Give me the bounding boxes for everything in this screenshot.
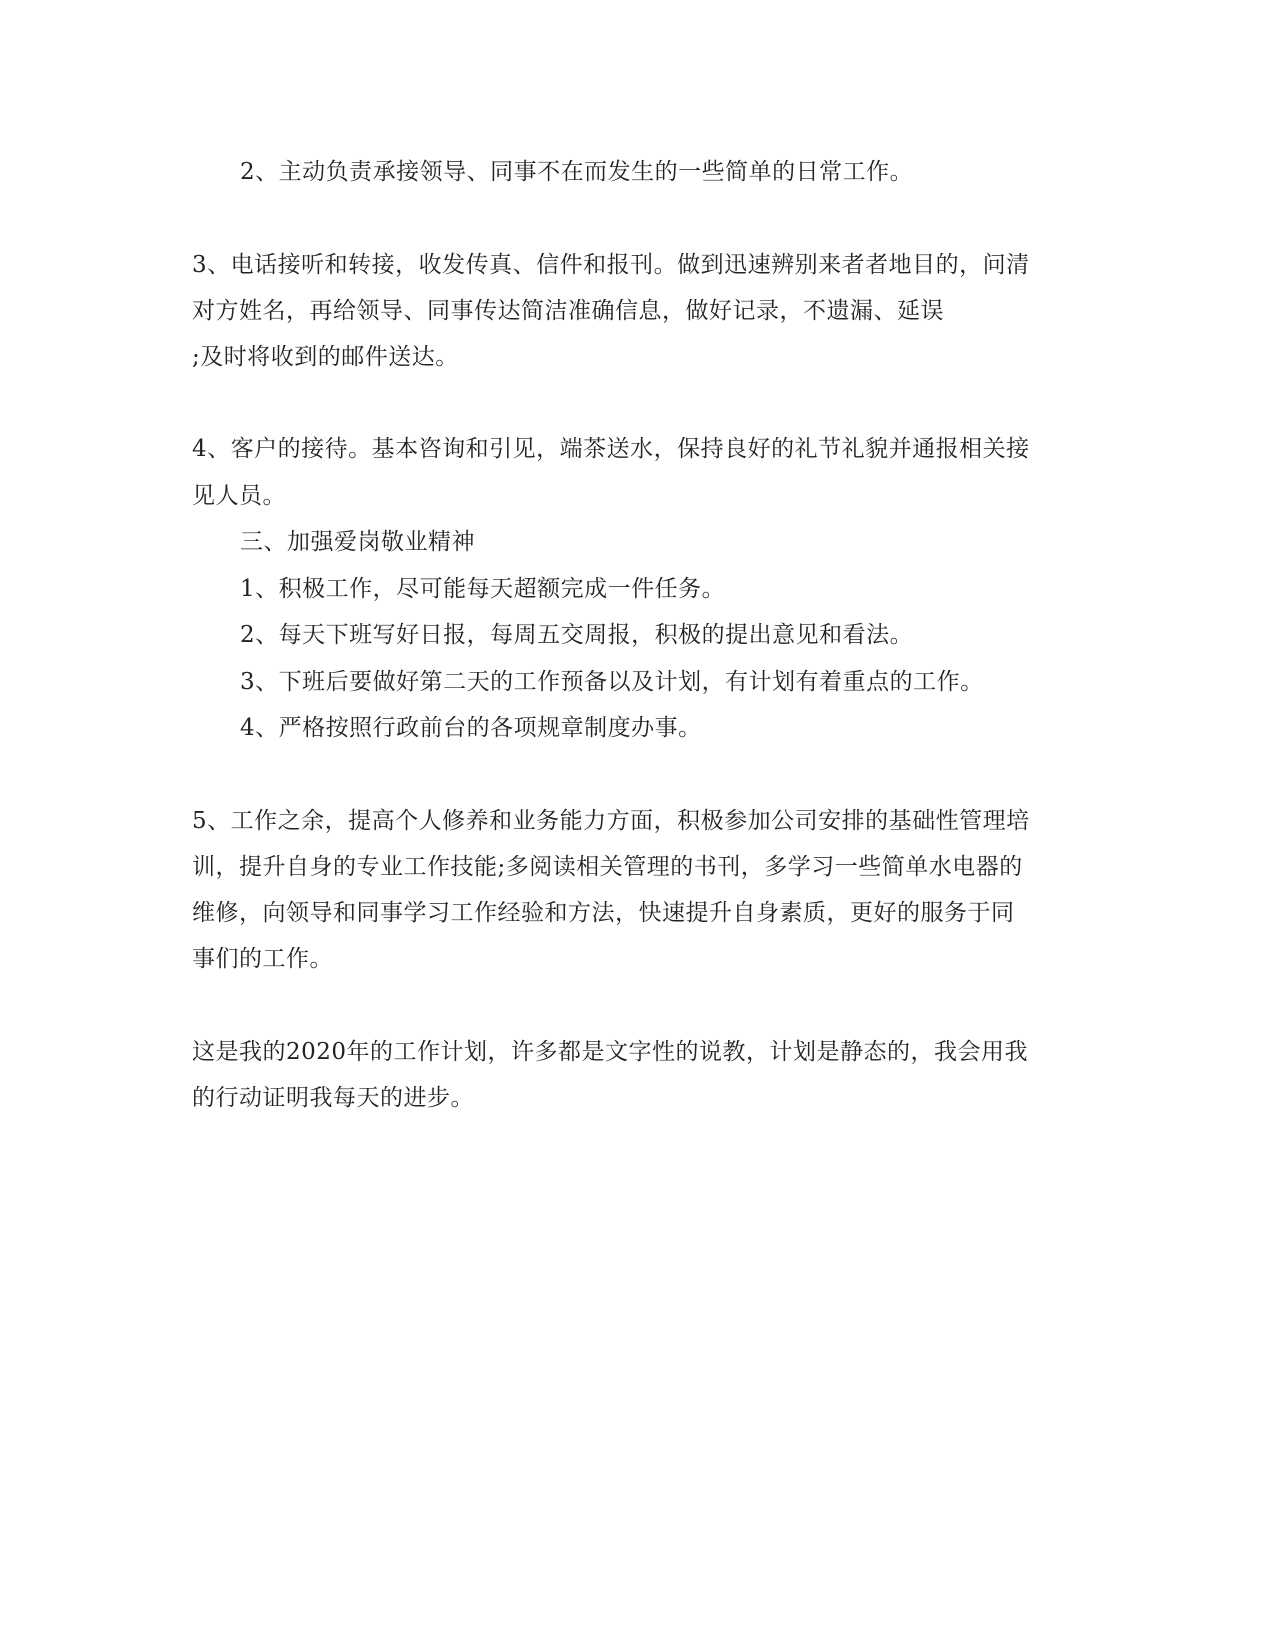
closing-line-1: 这是我的2020年的工作计划，许多都是文字性的说教，计划是静态的，我会用我 xyxy=(192,1039,1029,1065)
section-item-2: 2、每天下班写好日报，每周五交周报，积极的提出意见和看法。 xyxy=(240,622,914,648)
paragraph-item-5-line-3: 维修，向领导和同事学习工作经验和方法，快速提升自身素质，更好的服务于同 xyxy=(192,900,1015,926)
section-item-3: 3、下班后要做好第二天的工作预备以及计划，有计划有着重点的工作。 xyxy=(240,669,984,695)
section-heading: 三、加强爱岗敬业精神 xyxy=(240,529,475,555)
paragraph-item-2-line-1: 2、主动负责承接领导、同事不在而发生的一些简单的日常工作。 xyxy=(240,159,914,185)
paragraph-item-5-line-4: 事们的工作。 xyxy=(192,946,333,972)
paragraph-item-5-line-2: 训，提升自身的专业工作技能;多阅读相关管理的书刊，多学习一些简单水电器的 xyxy=(192,854,1023,880)
paragraph-item-4-line-1: 4、客户的接待。基本咨询和引见，端茶送水，保持良好的礼节礼貌并通报相关接 xyxy=(192,436,1030,462)
section-item-1: 1、积极工作，尽可能每天超额完成一件任务。 xyxy=(240,576,726,602)
paragraph-item-5-line-1: 5、工作之余，提高个人修养和业务能力方面，积极参加公司安排的基础性管理培 xyxy=(192,808,1030,834)
paragraph-item-3-line-2: 对方姓名，再给领导、同事传达简洁准确信息，做好记录，不遗漏、延误 xyxy=(192,298,944,324)
closing-line-2: 的行动证明我每天的进步。 xyxy=(192,1085,474,1111)
paragraph-item-3-line-3: ;及时将收到的邮件送达。 xyxy=(192,344,459,370)
section-item-4: 4、严格按照行政前台的各项规章制度办事。 xyxy=(240,715,702,741)
paragraph-item-4-line-2: 见人员。 xyxy=(192,483,286,509)
paragraph-item-3-line-1: 3、电话接听和转接，收发传真、信件和报刊。做到迅速辨别来者者地目的，问清 xyxy=(192,252,1030,278)
